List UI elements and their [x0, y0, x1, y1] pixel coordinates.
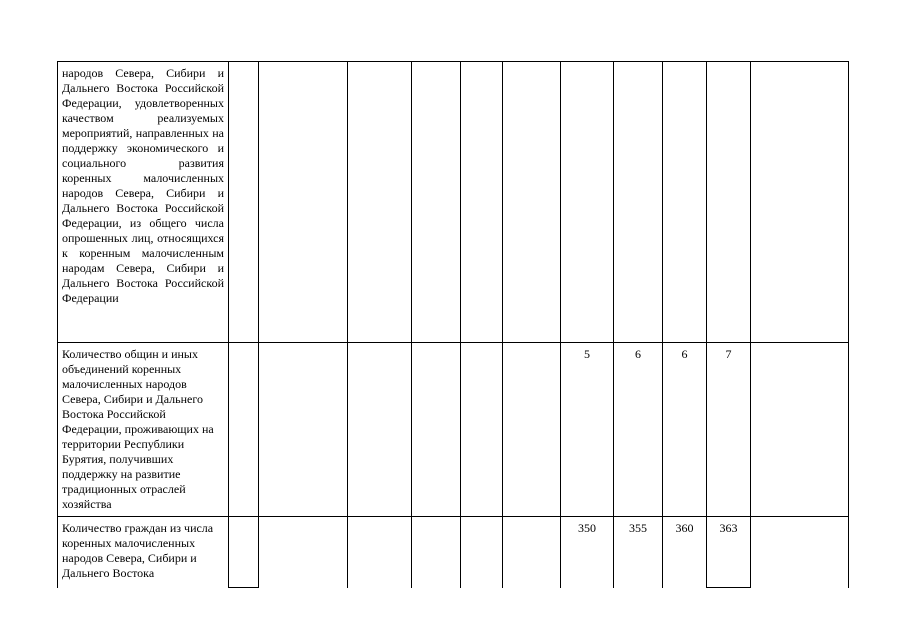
value-cell	[229, 517, 259, 588]
value-cell	[663, 62, 707, 343]
value-cell	[503, 517, 561, 588]
value-cell	[259, 62, 348, 343]
value-cell	[751, 62, 849, 343]
value-cell	[348, 517, 412, 588]
value-cell	[348, 343, 412, 517]
indicator-cell	[58, 62, 229, 343]
table-row	[58, 62, 849, 343]
indicator-text: Количество граждан из числа коренных малочисленных народов Севера, Сибири и Дальнего Востока	[62, 521, 214, 580]
value-cell: 350	[561, 517, 614, 588]
indicator-cell	[58, 517, 229, 588]
value-cell	[461, 517, 503, 588]
value-cell	[229, 62, 259, 343]
value-cell	[503, 343, 561, 517]
indicator-text: Количество общин и иных объединений коренных малочисленных народов Севера, Сибири и Дальнего Востока Российской Федерации, проживающих на территории Республики Бурятия, получивших поддержку на развитие традиционных отраслей хозяйства	[62, 347, 214, 511]
value-cell	[348, 62, 412, 343]
value-cell	[259, 343, 348, 517]
value-cell: 360	[663, 517, 707, 588]
value-cell	[412, 62, 461, 343]
value-cell	[461, 62, 503, 343]
value-cell	[412, 517, 461, 588]
table-row	[58, 343, 849, 517]
indicator-cell	[58, 343, 229, 517]
indicators-table	[57, 61, 849, 588]
value-cell	[751, 517, 849, 588]
value-cell	[707, 62, 751, 343]
value-cell	[614, 62, 663, 343]
value-cell	[259, 517, 348, 588]
indicator-text: народов Севера, Сибири и Дальнего Востока Российской Федерации, удовлетворенных качеством реализуемых мероприятий, направленных на поддержку экономического и социального развития коренных малочисленных народов Севера, Сибири и Дальнего Востока Российской Федерации, из общего числа опрошенных лиц, относящихся к коренным малочисленным народам Севера, Сибири и Дальнего Востока Российской Федерации	[62, 66, 224, 305]
value-cell	[561, 62, 614, 343]
value-cell	[503, 62, 561, 343]
value-cell	[751, 343, 849, 517]
value-cell	[229, 343, 259, 517]
value-cell: 5	[561, 343, 614, 517]
value-cell: 363	[707, 517, 751, 588]
value-cell: 355	[614, 517, 663, 588]
table-row	[58, 517, 849, 588]
value-cell	[461, 343, 503, 517]
value-cell: 6	[614, 343, 663, 517]
value-cell: 7	[707, 343, 751, 517]
value-cell	[412, 343, 461, 517]
value-cell: 6	[663, 343, 707, 517]
